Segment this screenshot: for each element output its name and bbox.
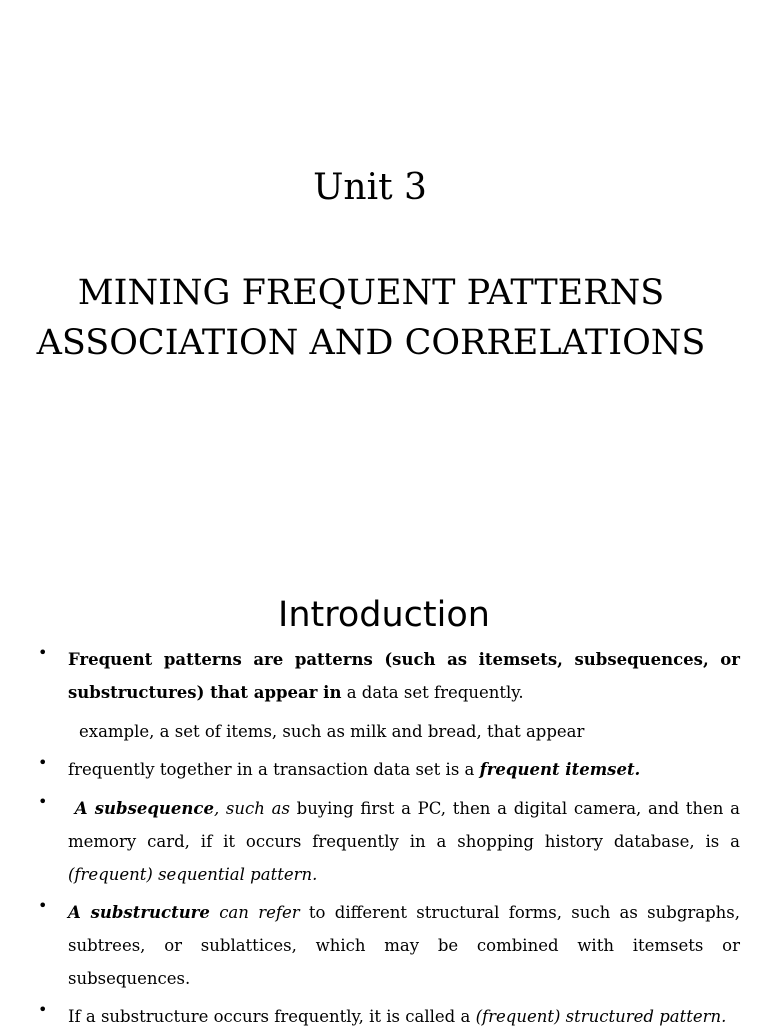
bullet-subsequence bbox=[38, 792, 740, 891]
bullet-structured-pattern bbox=[38, 1000, 740, 1033]
bullet-italic-term: (frequent) sequential pattern. bbox=[68, 865, 318, 884]
bullet-bold-text: Frequent patterns are patterns (such as itemsets, subsequences, or substructures) that appear in bbox=[68, 650, 740, 702]
bullet-italic-text: , such as bbox=[213, 799, 297, 818]
bullet-substructure bbox=[38, 896, 740, 995]
slide-title bbox=[0, 268, 742, 368]
bullet-term: A subsequence bbox=[74, 799, 214, 818]
bullet-icon: • bbox=[38, 896, 48, 915]
bullet-text: If a substructure occurs frequently, it is called a bbox=[68, 1007, 476, 1026]
bullet-emphasis: frequent itemset. bbox=[479, 760, 641, 779]
bullet-text: buying first a PC, then a digital camera, and then a memory card, if it occurs frequently in a shopping history database, is a bbox=[68, 799, 740, 851]
slide-title-line-1: MINING FREQUENT PATTERNS bbox=[77, 273, 665, 313]
bullet-italic-term: (frequent) structured pattern. bbox=[475, 1007, 727, 1026]
bullet-icon: • bbox=[38, 792, 48, 811]
slide-title-line-2: ASSOCIATION AND CORRELATIONS bbox=[36, 323, 706, 363]
bullet-text: to different structural forms, such as subgraphs, subtrees, or sublattices, which may be combined with itemsets or subsequences. bbox=[68, 903, 741, 988]
bullet-frequent-itemset bbox=[38, 753, 740, 786]
bullet-italic-text: can refer bbox=[209, 903, 300, 922]
unit-title: Unit 3 bbox=[313, 167, 427, 208]
bullet-icon: • bbox=[38, 1000, 48, 1019]
bullet-icon: • bbox=[38, 753, 48, 772]
example-line: example, a set of items, such as milk and bread, that appear bbox=[79, 722, 585, 741]
bullet-frequent-patterns bbox=[38, 643, 740, 709]
bullet-text: frequently together in a transaction data set is a bbox=[68, 760, 480, 779]
bullet-icon: • bbox=[38, 643, 48, 662]
bullet-term: A substructure bbox=[68, 903, 210, 922]
bullet-text: a data set frequently. bbox=[341, 683, 524, 702]
intro-heading: Introduction bbox=[278, 595, 490, 635]
